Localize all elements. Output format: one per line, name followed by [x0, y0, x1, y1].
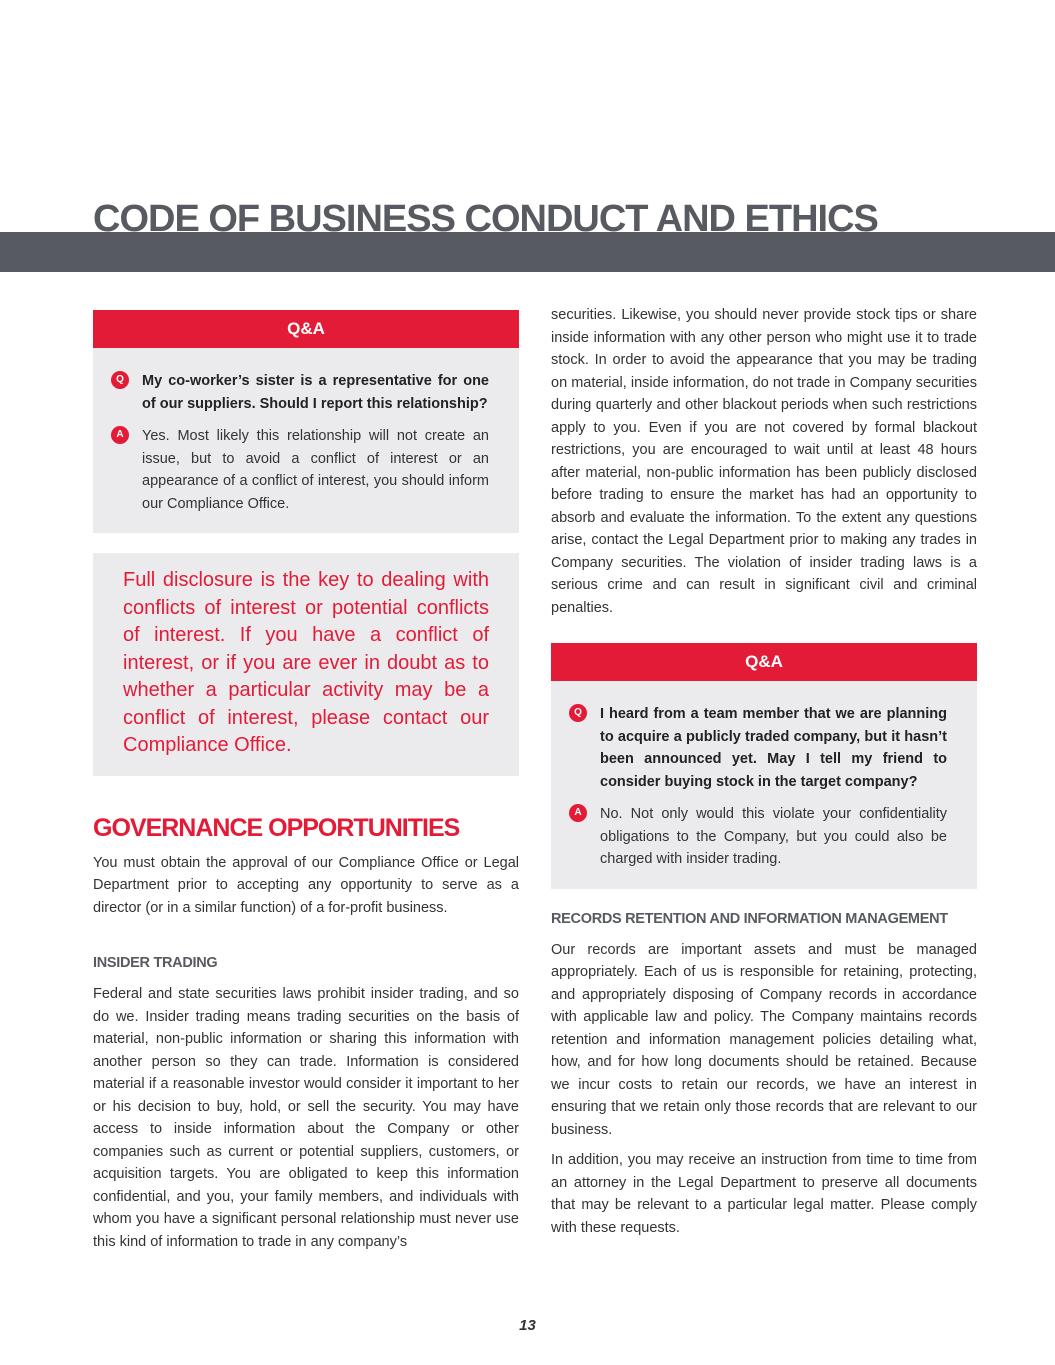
records-heading: RECORDS RETENTION AND INFORMATION MANAGEMENT — [551, 910, 948, 927]
insider-trading-continued: securities. Likewise, you should never provide stock tips or share inside information with any other person who might use it to trade stock. In order to avoid the appearance that you may be trading on material, inside information, do not trade in Company securities during quarterly and other blackout periods when such restrictions apply to you. Even if you are not covered by formal blackout restrictions, you are encouraged to wait until at least 48 hours after material, non-public information has been publicly disclosed before trading to ensure the market has had an opportunity to absorb and evaluate the information. To the extent any questions arise, contact the Legal Department prior to making any trades in Company securities. The violation of insider trading laws is a serious crime and can result in significant civil and criminal penalties. — [551, 307, 977, 616]
question-badge-icon: Q — [111, 371, 129, 389]
records-body-1: Our records are important assets and must be managed appropriately. Each of us is responsible for retaining, protecting, and appropriately disposing of Company records in accordance with applicable law and policy. The Company maintains records retention and information management policies detailing what, how, and for how long documents should be retained. Because we incur costs to retain our records, we have an interest in ensuring that we retain only those records that are relevant to our business. — [551, 941, 977, 1138]
qa-box-insider — [551, 643, 977, 889]
qa-answer — [551, 803, 977, 871]
qa-header: Q&A — [93, 310, 519, 348]
qa-question — [93, 370, 519, 415]
page-number: 13 — [519, 1317, 536, 1334]
governance-heading: GOVERNANCE OPPORTUNITIES — [93, 813, 460, 842]
document-title: CODE OF BUSINESS CONDUCT AND ETHICS — [93, 198, 878, 240]
qa-header: Q&A — [551, 643, 977, 681]
records-body-2: In addition, you may receive an instruction from time to time from an attorney in the Legal Department to preserve all documents that may be relevant to a particular legal matter. Please comply with these requests. — [551, 1152, 977, 1236]
answer-text: Yes. Most likely this relationship will not create an issue, but to avoid a conflict of interest or an appearance of a conflict of interest, you should inform our Compliance Office. — [142, 428, 489, 512]
qa-box-conflict — [93, 310, 519, 533]
answer-badge-icon: A — [111, 426, 129, 444]
governance-body: You must obtain the approval of our Compliance Office or Legal Department prior to accepting any opportunity to serve as a director (or in a similar function) of a for-profit business. — [93, 854, 519, 916]
callout-text: Full disclosure is the key to dealing with conflicts of interest or potential conflicts of interest. If you have a conflict of interest, or if you are ever in doubt as to whether a particular activity may be a conflict of interest, please contact our Compliance Office. — [123, 569, 489, 756]
qa-answer — [93, 425, 519, 515]
qa-question — [551, 703, 977, 793]
answer-badge-icon: A — [569, 804, 587, 822]
right-column — [551, 304, 977, 1239]
disclosure-callout — [93, 553, 519, 776]
insider-trading-heading: INSIDER TRADING — [93, 955, 218, 971]
insider-trading-body: Federal and state securities laws prohibit insider trading, and so do we. Insider trading means trading securities on the basis of material, non-public information or sharing this information with another person so they can trade. Information is considered material if a reasonable investor would consider it important to her or his decision to buy, hold, or sell the security. You may have access to inside information about the Company or other companies such as current or potential suppliers, customers, or acquisition targets. You are obligated to keep this information confidential, and you, your family members, and individuals with whom you have a significant personal relationship must never use this kind of information to trade in any company’s — [93, 986, 519, 1250]
left-column — [93, 310, 519, 1253]
question-text: My co-worker’s sister is a representative for one of our suppliers. Should I report this relationship? — [142, 373, 489, 412]
question-badge-icon: Q — [569, 704, 587, 722]
question-text: I heard from a team member that we are planning to acquire a publicly traded company, but it hasn’t been announced yet. May I tell my friend to consider buying stock in the target company? — [600, 706, 947, 790]
answer-text: No. Not only would this violate your confidentiality obligations to the Company, but you could also be charged with insider trading. — [600, 806, 947, 867]
